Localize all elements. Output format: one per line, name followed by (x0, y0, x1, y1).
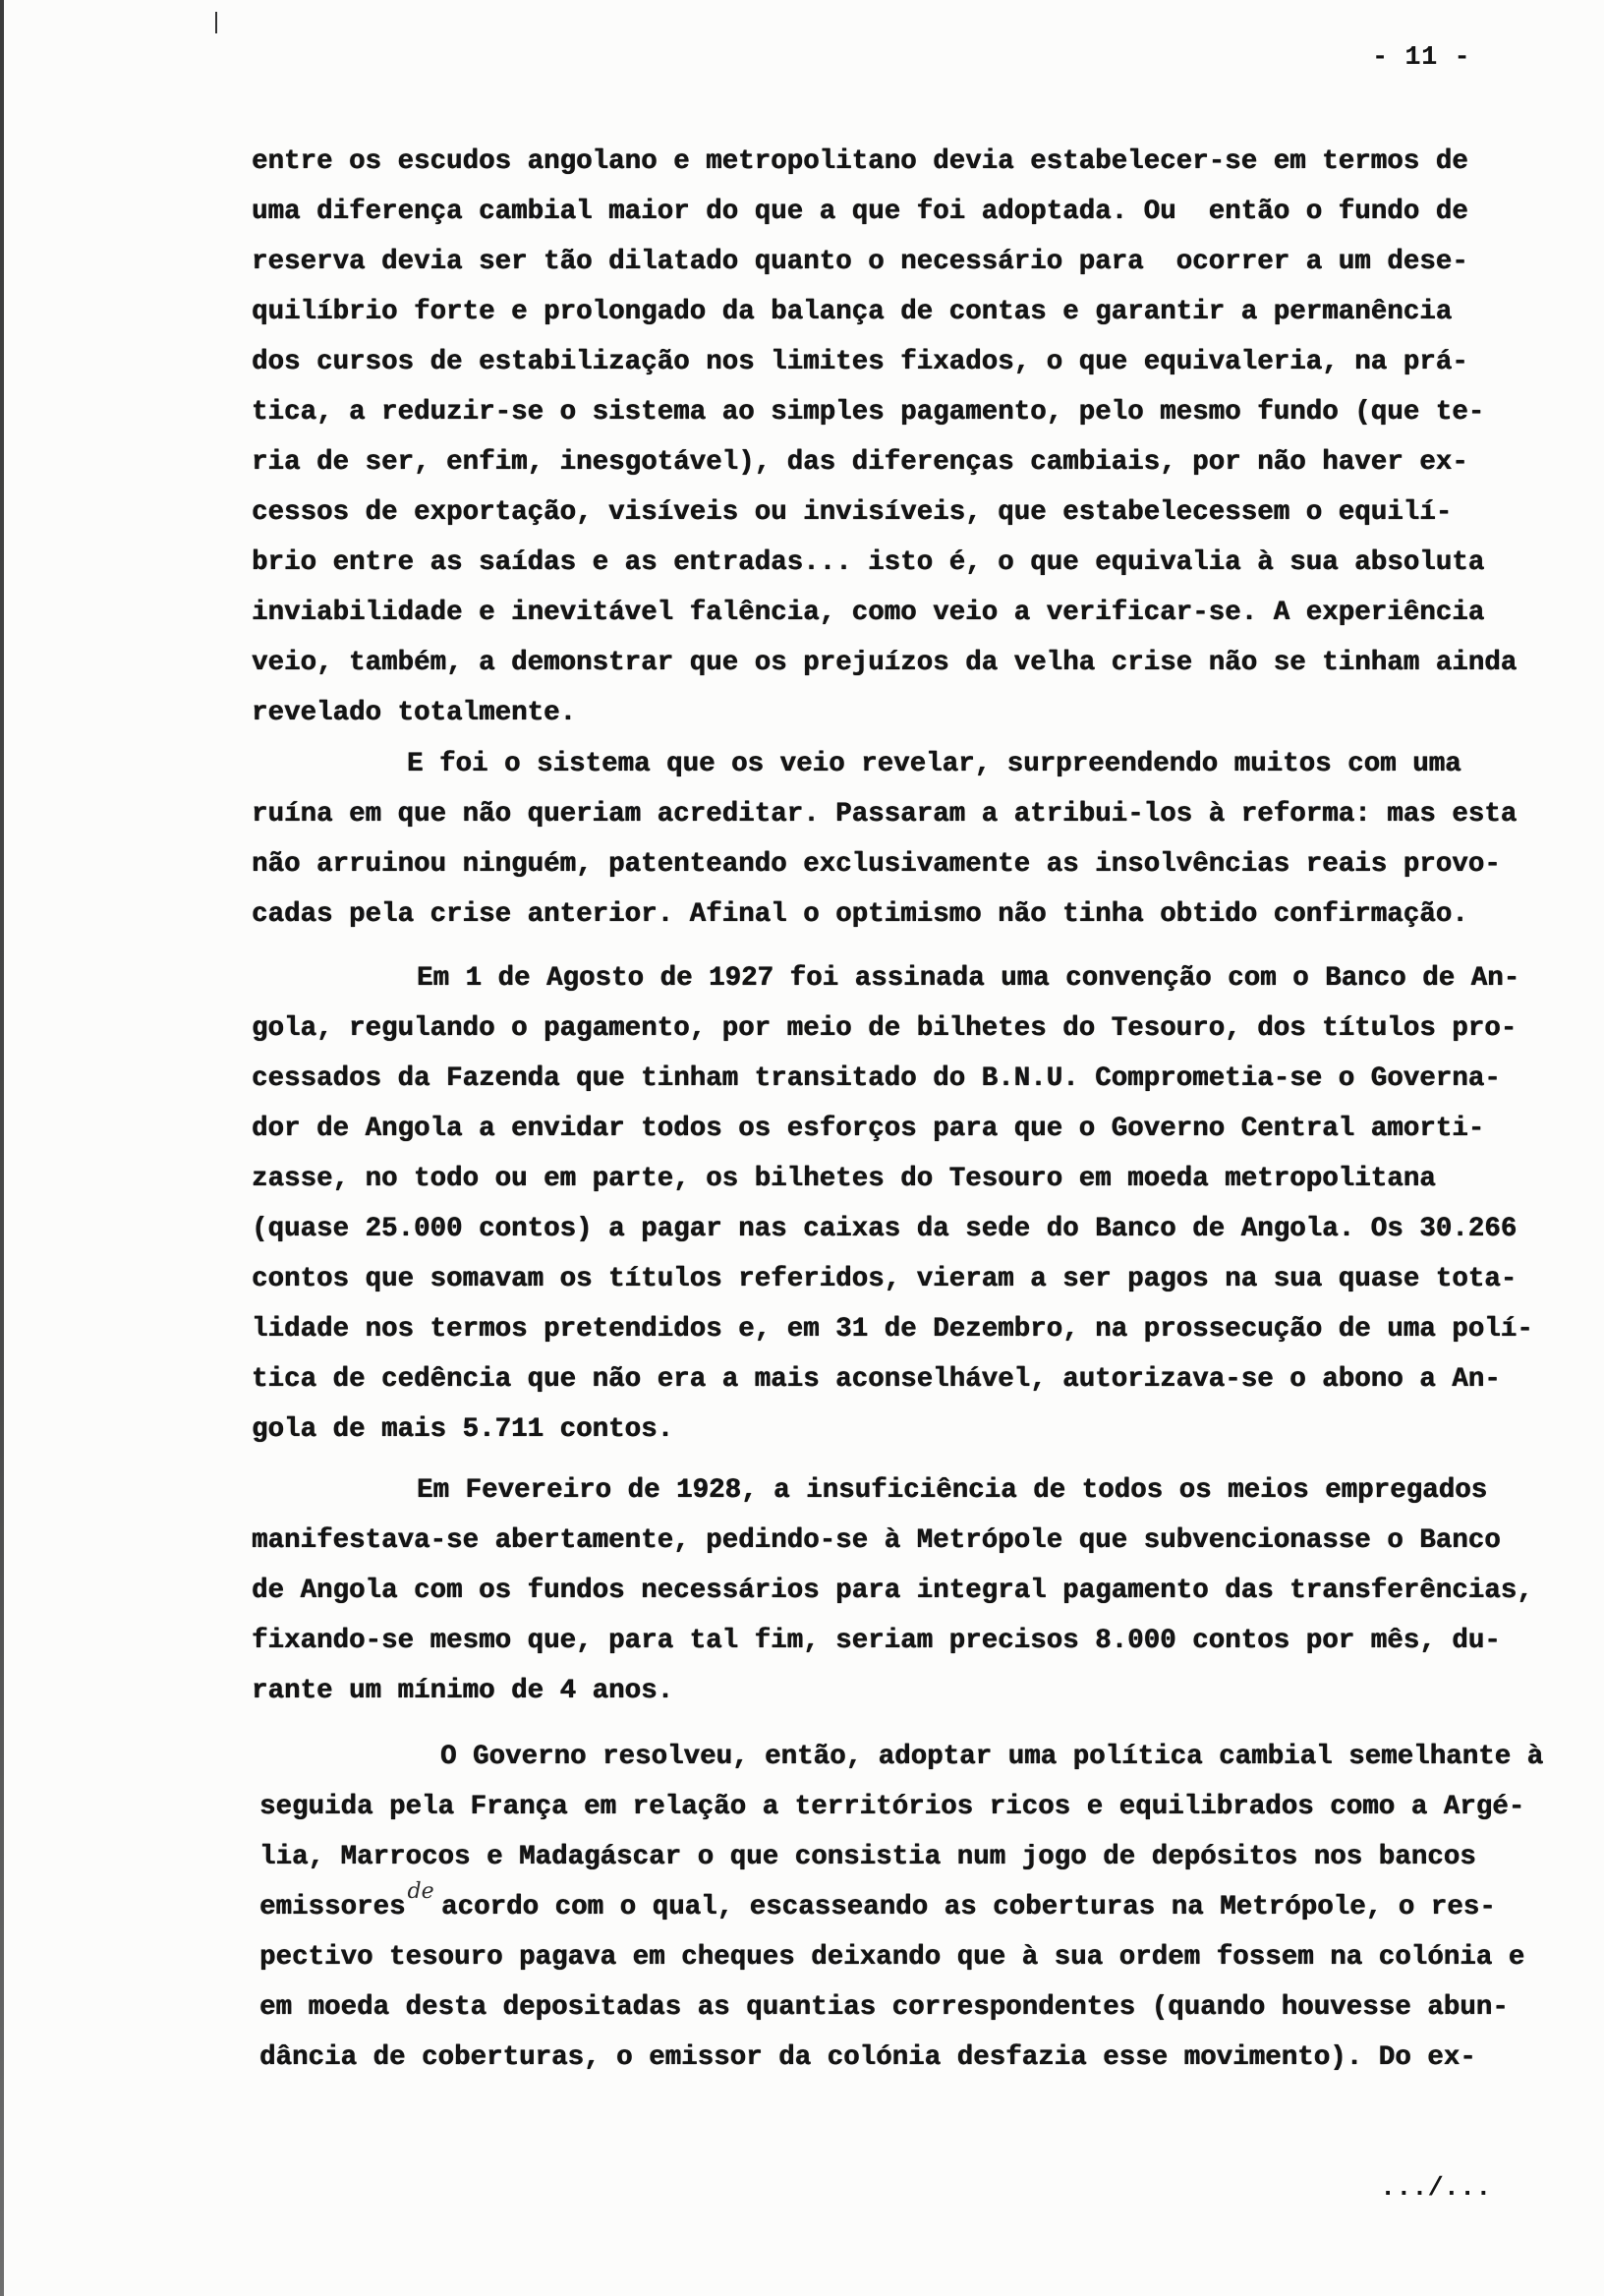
text-line: cessados da Fazenda que tinham transitado do B.N.U. Comprometia-se o Governa- (252, 1063, 1501, 1094)
page-number: - 11 - (1372, 43, 1471, 73)
text-line: pectivo tesouro pagava em cheques deixando que à sua ordem fossem na colónia e (259, 1942, 1525, 1973)
paragraph-5 (259, 1732, 1543, 2083)
text-line: uma diferença cambial maior do que a que foi adoptada. Ou então o fundo de (252, 197, 1468, 227)
text-line: O Governo resolveu, então, adoptar uma política cambial semelhante à (440, 1742, 1544, 1772)
text-line: manifestava-se abertamente, pedindo-se à Metrópole que subvencionasse o Banco (252, 1525, 1501, 1556)
text-line: seguida pela França em relação a territórios ricos e equilibrados como a Argé- (259, 1792, 1525, 1822)
text-line: gola, regulando o pagamento, por meio de bilhetes do Tesouro, dos títulos pro- (252, 1013, 1518, 1044)
text-line: veio, também, a demonstrar que os prejuízos da velha crise não se tinham ainda (252, 648, 1518, 678)
text-segment: emissores (259, 1892, 406, 1923)
text-line: inviabilidade e inevitável falência, como veio a verificar-se. A experiência (252, 598, 1485, 628)
text-line: rante um mínimo de 4 anos. (252, 1676, 674, 1706)
text-line: de Angola com os fundos necessários para integral pagamento das transferências, (252, 1576, 1533, 1606)
text-line: (quase 25.000 contos) a pagar nas caixas da sede do Banco de Angola. Os 30.266 (252, 1214, 1518, 1244)
paragraph-3 (252, 953, 1533, 1455)
continuation-mark: .../... (1380, 2174, 1492, 2204)
text-line: cadas pela crise anterior. Afinal o optimismo não tinha obtido confirmação. (252, 899, 1468, 930)
text-segment: acordo com o qual, escasseando as coberturas na Metrópole, o res- (425, 1892, 1496, 1923)
text-line: entre os escudos angolano e metropolitano devia estabelecer-se em termos de (252, 146, 1468, 177)
text-line: lia, Marrocos e Madagáscar o que consistia num jogo de depósitos nos bancos (259, 1842, 1476, 1872)
text-line: lidade nos termos pretendidos e, em 31 de Dezembro, na prossecução de uma polí- (252, 1314, 1533, 1345)
text-line: contos que somavam os títulos referidos, vieram a ser pagos na sua quase tota- (252, 1264, 1518, 1294)
text-line: ruína em que não queriam acreditar. Passaram a atribui-los à reforma: mas esta (252, 799, 1518, 830)
text-line: gola de mais 5.711 contos. (252, 1414, 674, 1445)
text-line: dor de Angola a envidar todos os esforços para que o Governo Central amorti- (252, 1114, 1485, 1144)
text-line: Em 1 de Agosto de 1927 foi assinada uma convenção com o Banco de An- (417, 963, 1520, 994)
text-line: tica, a reduzir-se o sistema ao simples pagamento, pelo mesmo fundo (que te- (252, 397, 1485, 428)
paragraph-4 (252, 1465, 1533, 1716)
text-line: não arruinou ninguém, patenteando exclusivamente as insolvências reais provo- (252, 849, 1501, 880)
paragraph-1 (252, 137, 1517, 738)
scan-edge (0, 0, 4, 2296)
text-line: quilíbrio forte e prolongado da balança de contas e garantir a permanência (252, 297, 1453, 327)
handwritten-insertion: de (407, 1879, 434, 1904)
text-line: cessos de exportação, visíveis ou invisíveis, que estabelecessem o equilí- (252, 497, 1453, 528)
text-line: E foi o sistema que os veio revelar, surpreendendo muitos com uma (407, 749, 1461, 779)
text-line-with-insertion (259, 1879, 1543, 1932)
text-line: zasse, no todo ou em parte, os bilhetes do Tesouro em moeda metropolitana (252, 1164, 1436, 1194)
text-line: dância de coberturas, o emissor da colónia desfazia esse movimento). Do ex- (259, 2042, 1476, 2073)
text-line: reserva devia ser tão dilatado quanto o necessário para ocorrer a um dese- (252, 247, 1468, 277)
text-line: brio entre as saídas e as entradas... isto é, o que equivalia à sua absoluta (252, 547, 1485, 578)
text-line: ria de ser, enfim, inesgotável), das diferenças cambiais, por não haver ex- (252, 447, 1468, 478)
text-line: em moeda desta depositadas as quantias correspondentes (quando houvesse abun- (259, 1992, 1509, 2023)
paragraph-2 (252, 739, 1517, 940)
text-line: Em Fevereiro de 1928, a insuficiência de todos os meios empregados (417, 1475, 1488, 1506)
scan-mark (215, 12, 217, 33)
text-line: tica de cedência que não era a mais aconselhável, autorizava-se o abono a An- (252, 1364, 1501, 1395)
text-line: revelado totalmente. (252, 698, 577, 728)
text-line: fixando-se mesmo que, para tal fim, seriam precisos 8.000 contos por mês, du- (252, 1626, 1501, 1656)
text-line: dos cursos de estabilização nos limites fixados, o que equivaleria, na prá- (252, 347, 1468, 377)
